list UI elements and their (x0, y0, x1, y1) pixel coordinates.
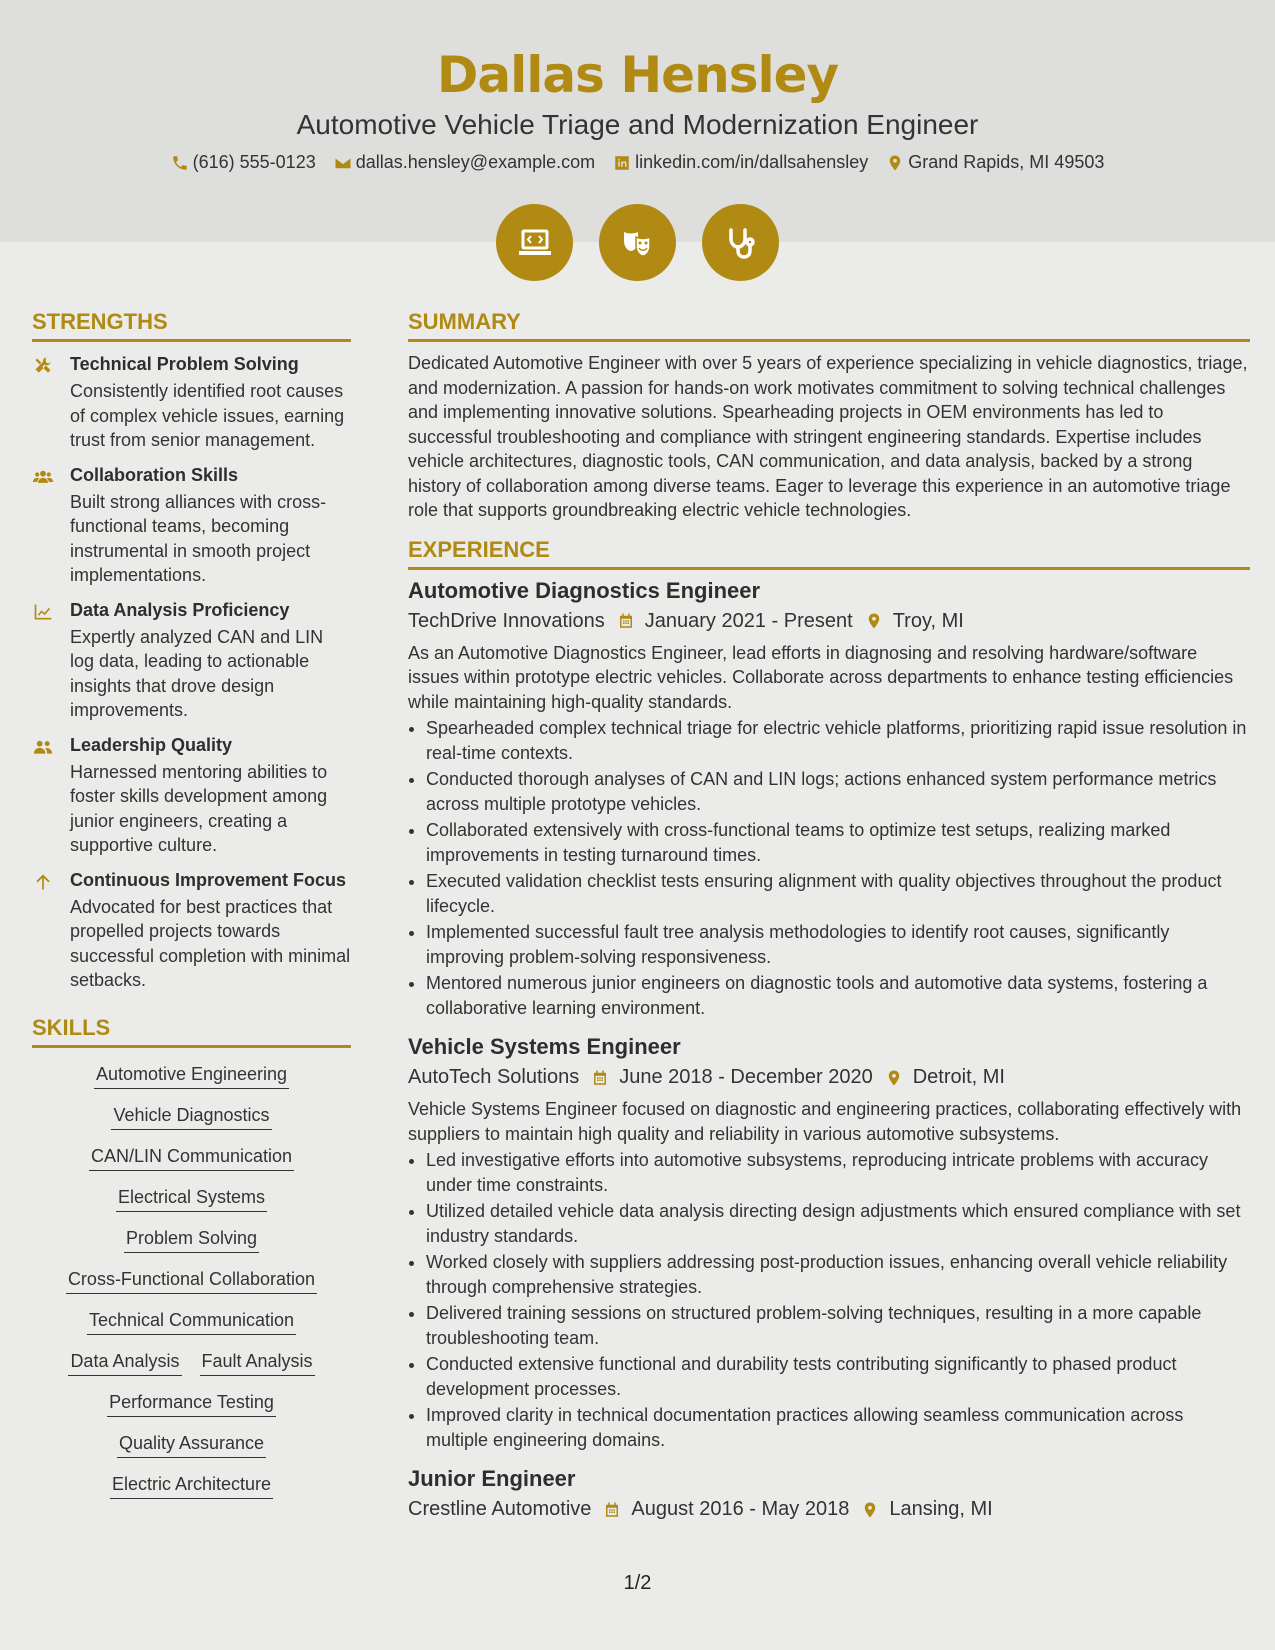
users-icon (32, 467, 54, 487)
strength-title: Data Analysis Proficiency (70, 599, 290, 620)
job-bullets (408, 1148, 1250, 1452)
job-bullet: • Improved clarity in technical documentation practices allowing seamless communication across multiple engineering domains. (426, 1403, 1250, 1452)
job-bullet: • Conducted extensive functional and durability tests contributing significantly to phased product development processes. (426, 1352, 1250, 1401)
job-dates: August 2016 - May 2018 (631, 1498, 850, 1520)
contact-location (886, 152, 1104, 173)
job-entry (408, 578, 1250, 1021)
job-entry (408, 1466, 1250, 1521)
skills-heading: SKILLS (32, 1015, 351, 1048)
candidate-name: Dallas Hensley (436, 46, 839, 104)
skill-tag: Problem Solving (124, 1228, 259, 1253)
contact-linkedin[interactable] (613, 152, 868, 173)
skill-tag: Quality Assurance (117, 1433, 266, 1458)
left-column (32, 309, 351, 1499)
job-bullet: • Conducted thorough analyses of CAN and LIN logs; actions enhanced system performance metrics across multiple prototype vehicles. (426, 767, 1250, 816)
right-column (408, 309, 1250, 1521)
summary-heading: SUMMARY (408, 309, 1250, 342)
job-meta (408, 610, 1250, 633)
skill-tag: Electrical Systems (116, 1187, 267, 1212)
strength-desc: Consistently identified root causes of complex vehicle issues, earning trust from senior management. (70, 381, 345, 450)
job-bullet: • Delivered training sessions on structured problem-solving techniques, resulting in a more capable troubleshooting team. (426, 1301, 1250, 1350)
job-bullet: • Utilized detailed vehicle data analysis directing design adjustments which ensured compliance with set industry standards. (426, 1199, 1250, 1248)
tools-icon (32, 356, 54, 376)
phone-icon (171, 154, 189, 172)
job-role: Vehicle Systems Engineer (408, 1034, 681, 1059)
strength-title: Collaboration Skills (70, 464, 239, 485)
location-pin-icon (861, 1500, 879, 1520)
theater-masks-icon (618, 223, 658, 263)
contact-bar (0, 152, 1275, 173)
experience-heading: EXPERIENCE (408, 537, 1250, 570)
skill-tag: Automotive Engineering (94, 1064, 289, 1089)
strength-item (32, 870, 351, 993)
candidate-title: Automotive Vehicle Triage and Modernization Engineer (296, 109, 979, 140)
envelope-icon (334, 154, 352, 172)
badge-stethoscope (702, 204, 779, 281)
calendar-icon (591, 1068, 609, 1088)
job-location: Lansing, MI (889, 1498, 993, 1520)
job-bullet: • Collaborated extensively with cross-functional teams to optimize test setups, realizing marked improvements in testing turnaround times. (426, 818, 1250, 867)
calendar-icon (603, 1500, 621, 1520)
page-number: 1/2 (623, 1572, 652, 1594)
user-group-icon (32, 737, 54, 757)
job-description: Vehicle Systems Engineer focused on diagnostic and engineering practices, collaborating effectively with suppliers to maintain high quality and reliability in various automotive subsystems. (408, 1099, 1242, 1144)
job-bullet: • Executed validation checklist tests ensuring alignment with quality objectives throughout the product lifecycle. (426, 869, 1250, 918)
skill-tag: Electric Architecture (110, 1474, 273, 1499)
job-bullets (408, 716, 1250, 1020)
job-bullet: • Mentored numerous junior engineers on diagnostic tools and automotive data systems, fostering a collaborative learning environment. (426, 971, 1250, 1020)
strengths-heading: STRENGTHS (32, 309, 351, 342)
job-meta (408, 1498, 1250, 1521)
job-description: As an Automotive Diagnostics Engineer, lead efforts in diagnosing and resolving hardware/software issues within prototype electric vehicles. Collaborate across departments to enhance testing efficiencies while maintaining high-quality standards. (408, 642, 1234, 712)
job-company: TechDrive Innovations (408, 609, 605, 632)
linkedin-icon (613, 154, 631, 172)
skill-tag: Technical Communication (87, 1310, 296, 1335)
strength-item (32, 465, 351, 588)
badge-masks (599, 204, 676, 281)
skill-tag: Data Analysis (68, 1351, 181, 1376)
contact-phone-text: (616) 555-0123 (192, 152, 316, 172)
skill-tag: CAN/LIN Communication (89, 1146, 294, 1171)
strength-desc: Built strong alliances with cross-functional teams, becoming instrumental in smooth project implementations. (70, 491, 327, 585)
job-location: Detroit, MI (912, 1066, 1005, 1088)
strength-desc: Advocated for best practices that propelled projects towards successful completion with minimal setbacks. (70, 896, 351, 990)
skill-tag: Fault Analysis (200, 1351, 315, 1376)
strength-desc: Expertly analyzed CAN and LIN log data, leading to actionable insights that drove design improvements. (70, 626, 324, 720)
location-pin-icon (886, 154, 904, 172)
arrow-up-icon (32, 872, 54, 892)
skill-tag: Vehicle Diagnostics (111, 1105, 271, 1130)
contact-linkedin-text: linkedin.com/in/dallsahensley (635, 152, 869, 172)
job-dates: June 2018 - December 2020 (619, 1066, 873, 1088)
summary-text: Dedicated Automotive Engineer with over 5 years of experience specializing in vehicle diagnostics, triage, and modernization. A passion for hands-on work motivates commitment to solving technical challenges and implementing innovative solutions. Spearheading projects in OEM environments has led to successful troubleshooting and compliance with stringent engineering standards. Expertise includes vehicle architectures, diagnostic tools, CAN communication, and data analysis, backed by a strong history of collaboration among diverse teams. Eager to leverage this experience in an automotive triage role that supports groundbreaking electric vehicle technologies. (408, 353, 1248, 520)
stethoscope-icon (721, 223, 761, 263)
skill-tag: Cross-Functional Collaboration (66, 1269, 317, 1294)
job-role: Junior Engineer (408, 1466, 576, 1491)
job-company: AutoTech Solutions (408, 1066, 580, 1088)
location-pin-icon (865, 611, 883, 631)
strength-title: Leadership Quality (70, 734, 233, 755)
location-pin-icon (885, 1068, 903, 1088)
job-bullet: • Implemented successful fault tree analysis methodologies to identify root causes, significantly improving problem-solving responsiveness. (426, 920, 1250, 969)
strength-item (32, 600, 351, 723)
contact-location-text: Grand Rapids, MI 49503 (908, 152, 1105, 172)
contact-email-text: dallas.hensley@example.com (355, 152, 596, 172)
laptop-code-icon (515, 223, 555, 263)
badge-laptop (496, 204, 573, 281)
skills-list (32, 1056, 351, 1499)
strength-desc: Harnessed mentoring abilities to foster skills development among junior engineers, creating a supportive culture. (70, 761, 328, 855)
strength-item (32, 354, 351, 453)
skill-tag: Performance Testing (107, 1392, 276, 1417)
job-bullet: • Spearheaded complex technical triage for electric vehicle platforms, prioritizing rapid issue resolution in real-time contexts. (426, 716, 1250, 765)
job-location: Troy, MI (892, 609, 964, 632)
job-bullet: • Worked closely with suppliers addressing post-production issues, enhancing overall vehicle reliability through comprehensive strategies. (426, 1250, 1250, 1299)
job-bullet: • Led investigative efforts into automotive subsystems, reproducing intricate problems with accuracy under time constraints. (426, 1148, 1250, 1197)
job-company: Crestline Automotive (408, 1498, 592, 1520)
calendar-icon (617, 611, 635, 631)
contact-email[interactable] (334, 152, 595, 173)
job-dates: January 2021 - Present (644, 609, 853, 632)
job-role: Automotive Diagnostics Engineer (408, 577, 761, 603)
strength-item (32, 735, 351, 858)
chart-line-icon (32, 602, 54, 622)
badge-row (0, 204, 1275, 281)
job-meta (408, 1066, 1250, 1089)
strength-title: Technical Problem Solving (70, 354, 299, 374)
strength-title: Continuous Improvement Focus (70, 869, 347, 890)
job-entry (408, 1034, 1250, 1452)
contact-phone[interactable] (171, 152, 316, 173)
